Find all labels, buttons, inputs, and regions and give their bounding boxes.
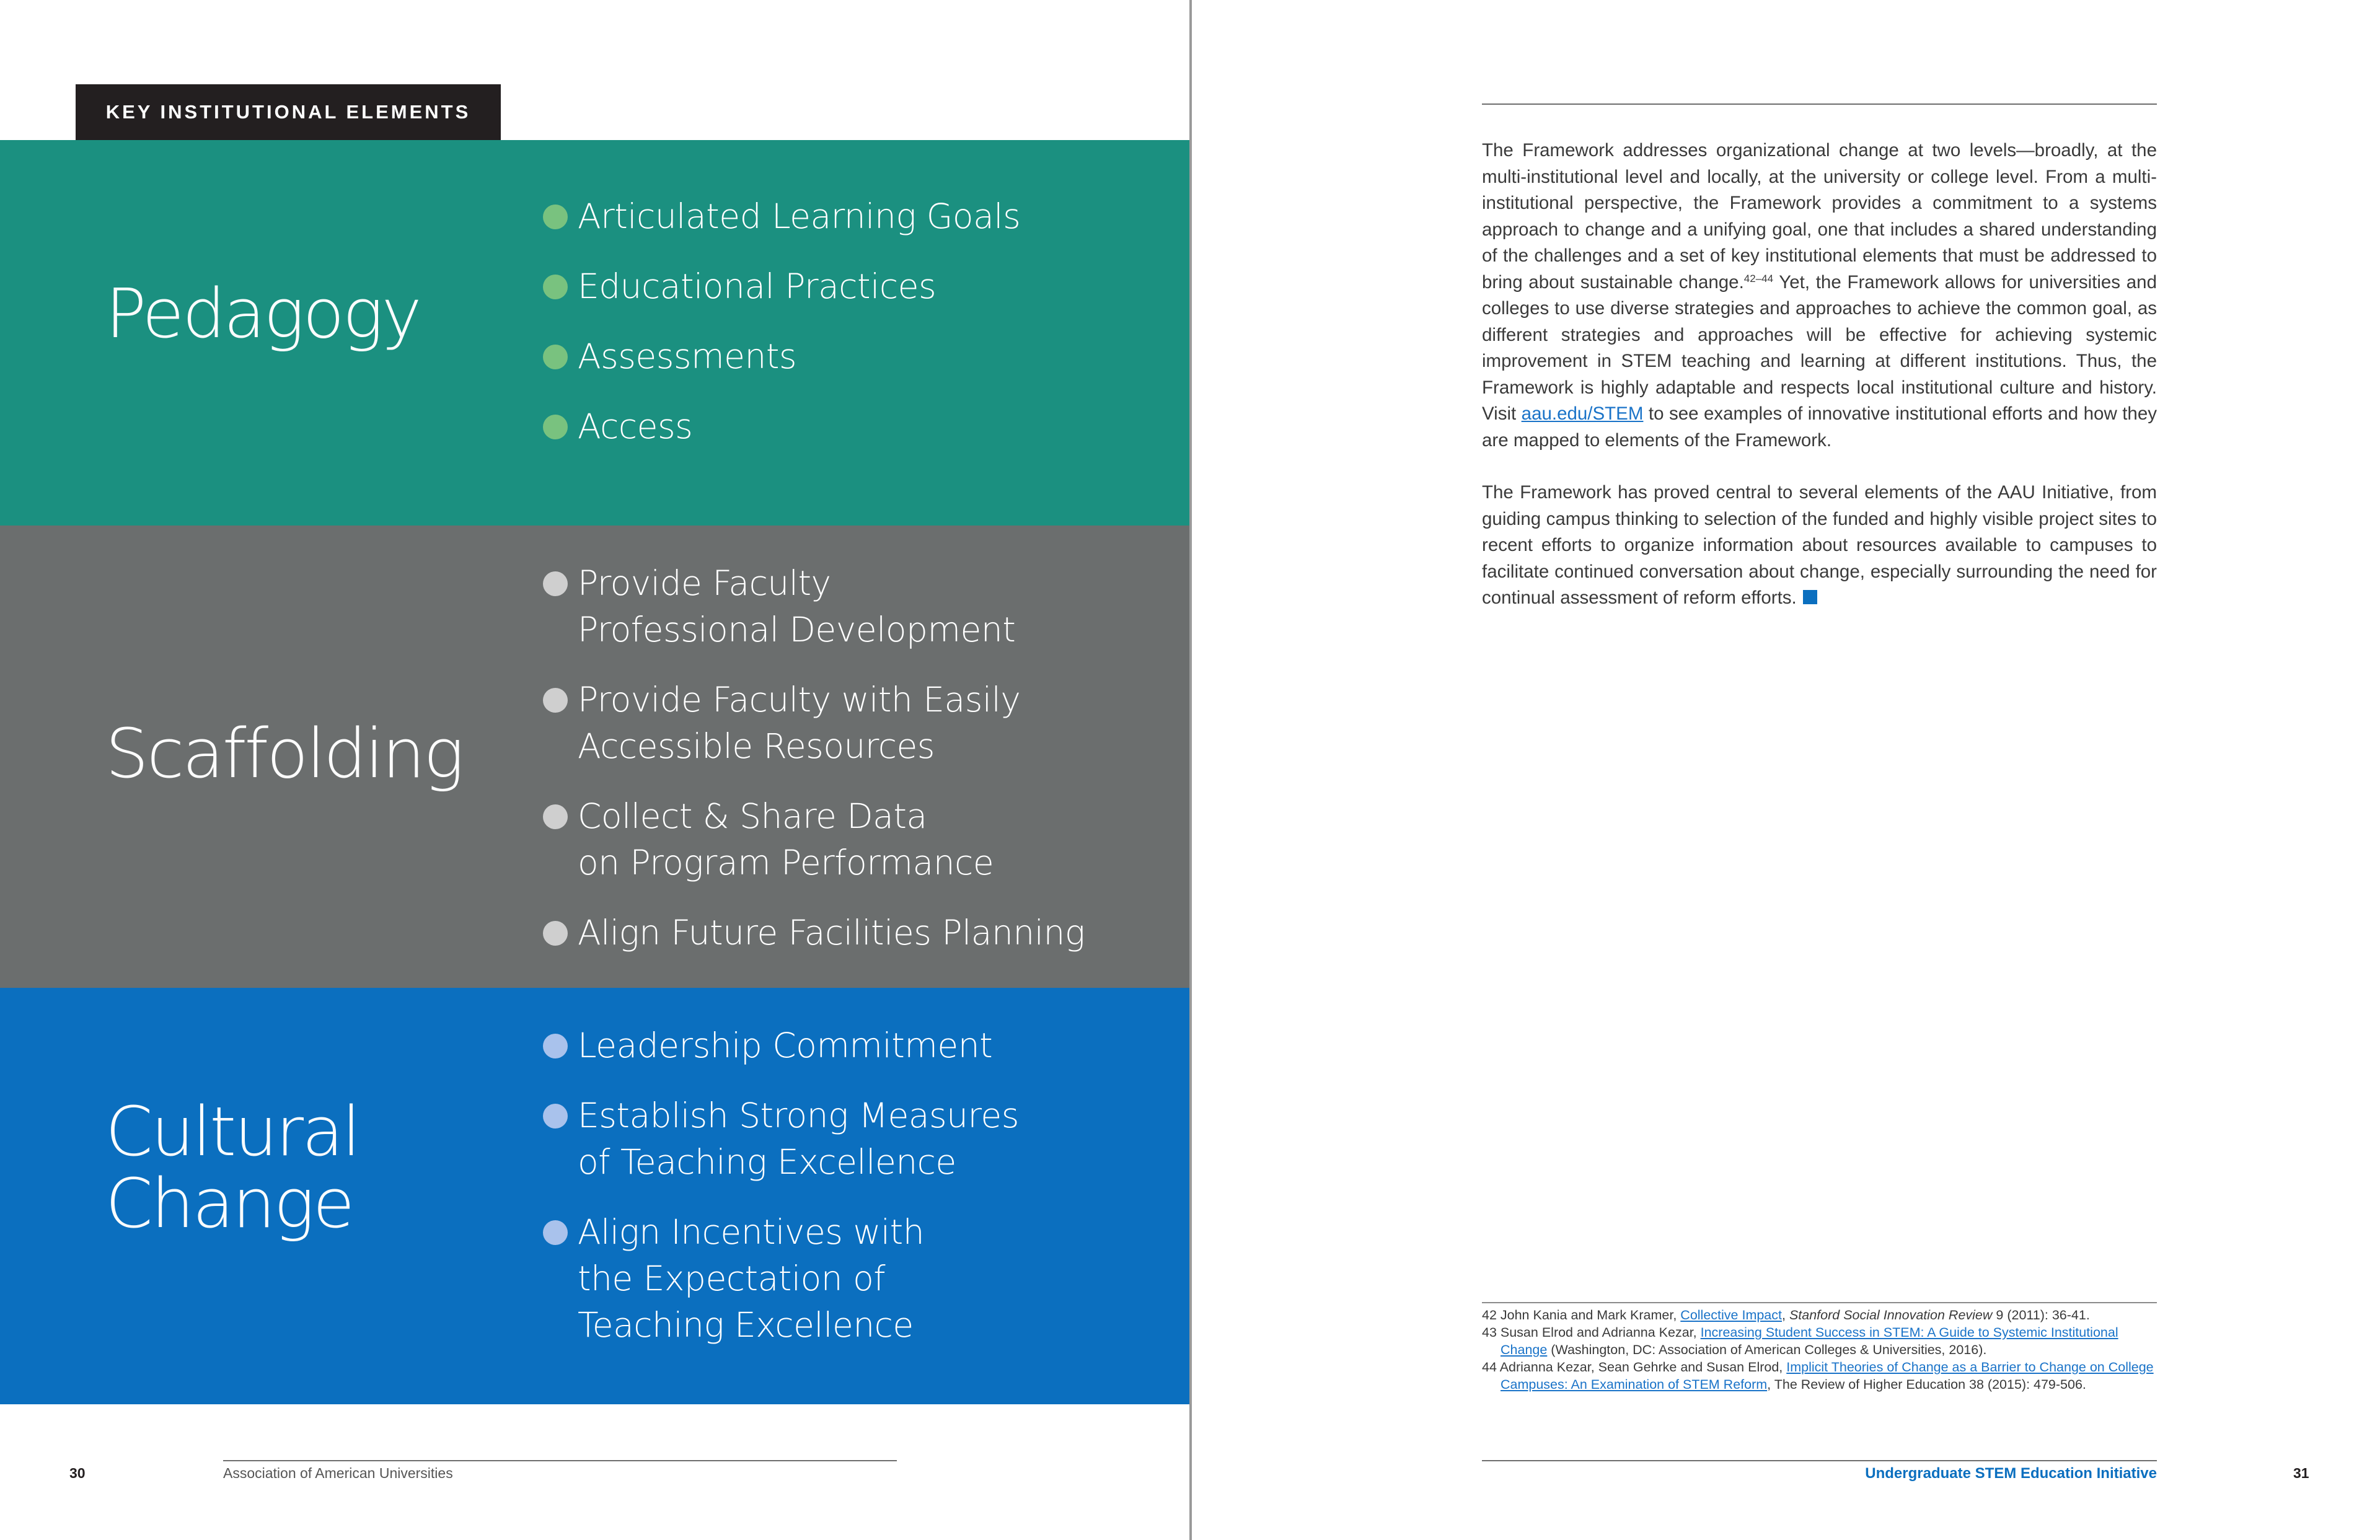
bullet-dot-icon	[543, 205, 568, 229]
scaffolding-list	[543, 560, 1085, 980]
bullet-dot-icon	[543, 415, 568, 439]
running-title: Undergraduate STEM Education Initiative	[1865, 1465, 2157, 1482]
page-number-right: 31	[2293, 1465, 2309, 1481]
scaffolding-band	[0, 526, 1189, 988]
list-item: Provide Faculty Professional Development	[543, 560, 1085, 653]
footnotes-rule	[1482, 1302, 2157, 1303]
list-item: Establish Strong Measures of Teaching Excellence	[543, 1093, 1019, 1186]
footnote-43: 43 Susan Elrod and Adrianna Kezar, Increasing Student Success in STEM: A Guide to Systemic Institutional Change (Washington, DC: Association of American Colleges & Universities, 2016).	[1482, 1325, 2118, 1357]
paragraph-1: The Framework addresses organizational change at two levels—broadly, at the multi-institutional level and locally, at the university or college level. From a multi-institutional perspective, the Framework provides a commitment to a systems approach to change and a unifying goal, one that includes a shared understanding of the challenges and a set of key institutional elements that must be addressed to bring about sustainable change.$^{42-44}$ Yet, the Framework allows for universities and colleges to use diverse strategies and approaches to achieve the common goal, as different strategies and approaches will be effective for achieving systemic improvement in STEM teaching and learning at different institutions. Thus, the Framework is highly adaptable and respects local institutional culture and history. Visit aau.edu/STEM to see examples of innovative institutional efforts and how they are mapped to elements of the Framework.	[1482, 140, 2157, 451]
pedagogy-band	[0, 140, 1189, 526]
list-item: Align Incentives with the Expectation of Teaching Excellence	[543, 1209, 1019, 1349]
section-label: KEY INSTITUTIONAL ELEMENTS	[76, 84, 501, 140]
pedagogy-list	[543, 193, 1020, 473]
paragraph-2: The Framework has proved central to several elements of the AAU Initiative, from guiding campus thinking to selection of the funded and highly visible project sites to recent efforts to organize information about resources available to campuses to facilitate continued conversation about change, especially surrounding the need for continual assessment of reform efforts.	[1482, 482, 2157, 608]
end-square-icon	[1803, 590, 1817, 604]
band-title-pedagogy: Pedagogy	[105, 274, 420, 353]
cultural-change-band	[0, 988, 1189, 1404]
bullet-dot-icon	[543, 345, 568, 369]
bullet-dot-icon	[543, 921, 568, 946]
list-item: Leadership Commitment	[543, 1023, 1019, 1069]
footnote-42-link[interactable]: Collective Impact	[1680, 1308, 1782, 1322]
list-item: Provide Faculty with Easily Accessible Resources	[543, 677, 1085, 770]
publisher-name: Association of American Universities	[223, 1465, 453, 1481]
list-item: Collect & Share Data on Program Performance	[543, 793, 1085, 886]
aau-stem-link[interactable]: aau.edu/STEM	[1521, 403, 1644, 424]
footnotes	[1482, 1306, 2157, 1393]
bullet-dot-icon	[543, 275, 568, 299]
body-text	[1482, 138, 2157, 638]
bullet-dot-icon	[543, 1034, 568, 1058]
bullet-dot-icon	[543, 688, 568, 713]
footer-rule-right	[1482, 1460, 2157, 1461]
band-title-scaffolding: Scaffolding	[105, 714, 463, 793]
left-page	[0, 0, 1189, 1540]
top-rule-right	[1482, 103, 2157, 105]
page-number-left: 30	[69, 1465, 86, 1481]
footnote-44-link[interactable]: Implicit Theories of Change as a Barrier to Change on College Campuses: An Examination of STEM Reform	[1501, 1360, 2154, 1392]
list-item: Assessments	[543, 333, 1020, 380]
list-item: Articulated Learning Goals	[543, 193, 1020, 240]
footer-rule-left	[223, 1460, 897, 1461]
bullet-dot-icon	[543, 1104, 568, 1129]
bullet-dot-icon	[543, 804, 568, 829]
list-item: Access	[543, 403, 1020, 450]
bullet-dot-icon	[543, 571, 568, 596]
footnote-44: 44 Adrianna Kezar, Sean Gehrke and Susan Elrod, Implicit Theories of Change as a Barrier to Change on College Campuses: An Examination of STEM Reform, The Review of Higher Education 38 (2015): 479-506.	[1482, 1360, 2154, 1392]
list-item: Align Future Facilities Planning	[543, 910, 1085, 956]
footnote-43-link[interactable]: Increasing Student Success in STEM: A Guide to Systemic Institutional Change	[1501, 1325, 2118, 1357]
list-item: Educational Practices	[543, 263, 1020, 310]
band-title-cultural-change: Cultural Change	[105, 1092, 359, 1243]
bullet-dot-icon	[543, 1220, 568, 1245]
footnote-42: 42 John Kania and Mark Kramer, Collective Impact, Stanford Social Innovation Review 9 (2011): 36-41.	[1482, 1308, 2090, 1322]
cultural-change-list	[543, 1023, 1019, 1372]
